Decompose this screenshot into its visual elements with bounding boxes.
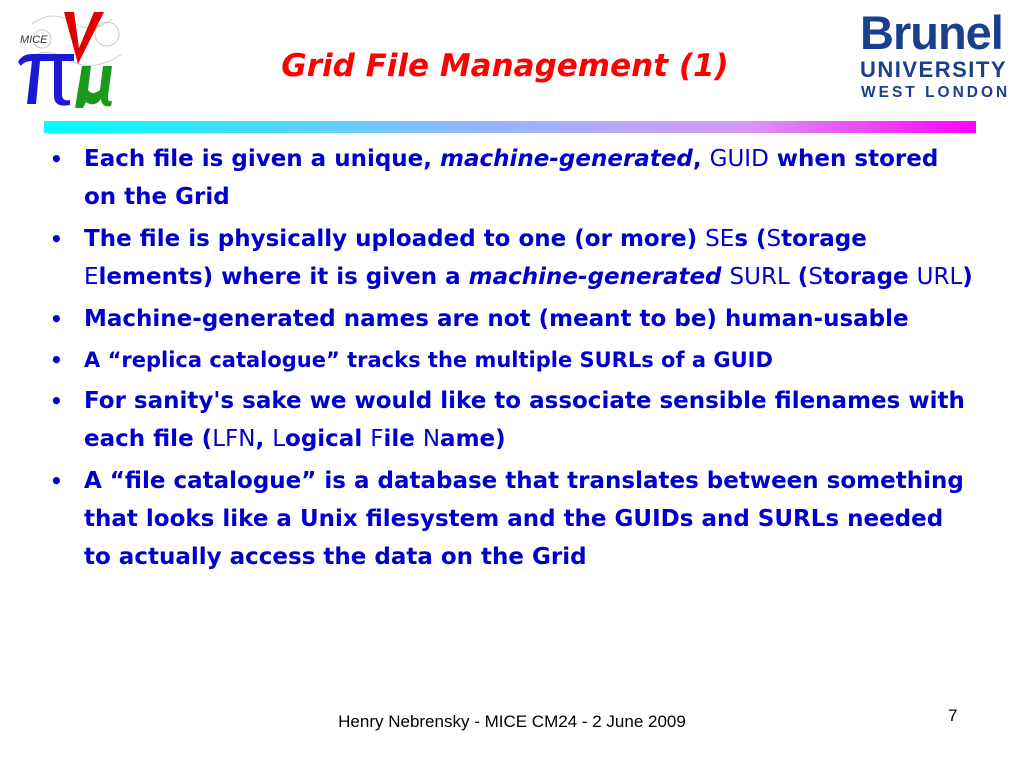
page-number: 7	[948, 706, 958, 725]
bullet-dot-icon: •	[50, 147, 63, 171]
bullet-text-run: )	[962, 264, 973, 290]
bullet-text-run: s (	[734, 226, 767, 252]
bullet-text-run: URL	[916, 264, 963, 290]
bullet-text-run: machine-generated	[440, 146, 693, 172]
bullet-list	[44, 140, 974, 580]
brunel-logo-name: Brunel	[860, 6, 1003, 59]
bullet-item	[44, 220, 974, 296]
bullet-dot-icon: •	[50, 389, 63, 413]
gradient-divider	[44, 121, 976, 133]
bullet-text-run: For sanity's sake we would like to associate sensible filenames with each file (	[84, 388, 965, 452]
bullet-text-run: A “replica catalogue” tracks the multiple SURLs of a GUID	[84, 348, 773, 372]
bullet-text-run: torage	[822, 264, 917, 290]
bullet-text-run: ame)	[440, 426, 506, 452]
bullet-text-run: Machine-generated names are not (meant to be) human-usable	[84, 306, 909, 332]
bullet-dot-icon: •	[50, 307, 63, 331]
bullet-text-run: machine-generated	[468, 264, 722, 290]
bullet-text-run: ogical	[285, 426, 371, 452]
bullet-text-run: S	[766, 226, 782, 252]
bullet-item	[44, 300, 974, 338]
bullet-dot-icon: •	[50, 348, 63, 372]
bullet-text-run: lements) where it is given a	[98, 264, 469, 290]
bullet-text-run: N	[422, 426, 441, 452]
bullet-item	[44, 462, 974, 576]
brunel-logo-university: UNIVERSITY	[860, 57, 1008, 82]
bullet-text-run: A “file catalogue” is a database that translates between something that looks like a Unix filesystem and the GUIDs and SURLs needed to actually access the data on the Grid	[84, 468, 964, 570]
mice-logo-graphic	[12, 4, 142, 108]
bullet-item	[44, 382, 974, 458]
bullet-text-run: torage	[781, 226, 867, 252]
slide-title: Grid File Management (1)	[281, 48, 729, 84]
slide-footer: Henry Nebrensky - MICE CM24 - 2 June 2009	[338, 712, 686, 731]
mice-logo	[12, 4, 142, 108]
bullet-text-run: The file is physically uploaded to one (or more)	[84, 226, 706, 252]
bullet-item	[44, 140, 974, 216]
brunel-university-logo	[852, 6, 1020, 106]
bullet-text-run: S	[808, 264, 823, 290]
bullet-text-run: when stored on the Grid	[84, 146, 939, 210]
bullet-dot-icon: •	[50, 227, 63, 251]
bullet-text-run: ile	[383, 426, 423, 452]
bullet-text-run: ,	[692, 146, 710, 172]
bullet-text-run: F	[370, 426, 384, 452]
bullet-text-run: GUID	[709, 146, 769, 172]
bullet-text-run: (	[789, 264, 809, 290]
bullet-text-run: Each file is given a unique,	[84, 146, 441, 172]
bullet-item	[44, 342, 974, 378]
mice-logo-text: MICE	[20, 34, 48, 46]
bullet-text-run: SE	[705, 226, 735, 252]
bullet-text-run: L	[272, 426, 286, 452]
bullet-text-run: LFN	[212, 426, 256, 452]
brunel-logo-location: WEST LONDON	[861, 84, 1011, 101]
bullet-text-run: ,	[255, 426, 273, 452]
bullet-text-run	[722, 264, 730, 290]
bullet-text-run: SURL	[729, 264, 790, 290]
bullet-text-run: E	[84, 264, 99, 290]
bullet-dot-icon: •	[50, 469, 63, 493]
